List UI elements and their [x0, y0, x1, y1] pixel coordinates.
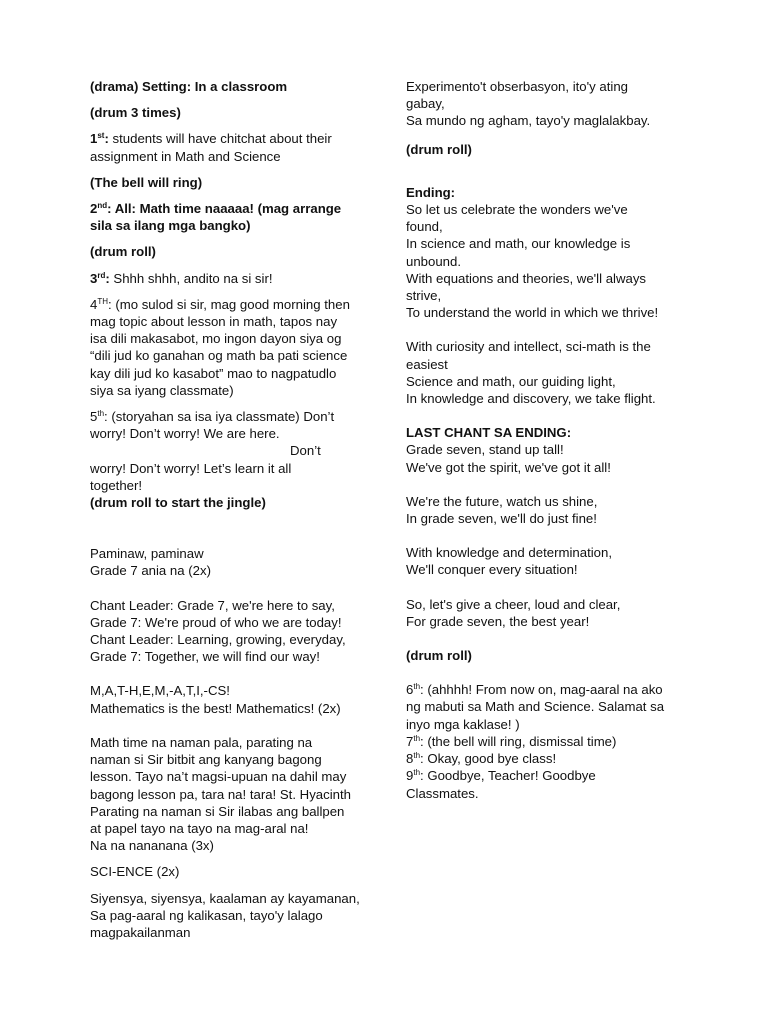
setting-line: (drama) Setting: In a classroom [90, 79, 288, 94]
step-1: 1st: students will have chitchat about their assignment in Math and Science [90, 131, 332, 164]
chant-verse: Chant Leader: Grade 7, we're here to say, Grade 7: We're proud of who we are today! Chant Leader: Learning, growing, everyday, Grade 7: Together, we will find our way! [90, 597, 346, 665]
bell-cue: (The bell will ring) [90, 174, 203, 190]
step-4: 4TH: (mo sulod si sir, mag good morning then mag topic about lesson in math, tapos nay isa dili makasabot, mo ingon dayon siya og “dili jud ko ganahan og math ba pati science kay dili jud ko kasabot” mao to nagpatudlo siya sa iyang classmate) [90, 296, 350, 398]
jingle-intro: Paminaw, paminaw Grade 7 ania na (2x) [90, 546, 211, 579]
step-5: 5th: (storyahan sa isa iya classmate) Don’t worry! Don’t worry! We are here. Don’t worry! Don’t worry! Let’s learn it all together! (drum roll to start the jingle) [90, 409, 335, 511]
drum-cue: (drum 3 times) [90, 105, 181, 121]
siyensya-verse: Siyensya, siyensya, kaalaman ay kayamanan, Sa pag-aaral ng kalikasan, tayo'y lalago magpakailanman [90, 890, 360, 940]
knowledge-verse: With knowledge and determination, We'll conquer every situation! [406, 545, 612, 578]
math-time-verse: Math time na naman pala, parating na naman si Sir bitbit ang kanyang bagong lesson. Tayo na’t magsi-upuan na dahil may bagong lesson pa, tara na! tara! St. Hyacinth Parating na naman si Sir ilabas ang ballpen at papel tayo na tayo na mag-aral na! Na na nananana (3x) [90, 734, 351, 854]
step-2: 2nd: All: Math time naaaaa! (mag arrange sila sa ilang mga bangko) [90, 201, 342, 234]
curiosity-verse: With curiosity and intellect, sci-math is the easiest Science and math, our guiding light, In knowledge and discovery, we take flight. [406, 339, 656, 407]
math-spell-verse: M,A,T-H,E,M,-A,T,I,-CS! Mathematics is the best! Mathematics! (2x) [90, 683, 341, 716]
drum-roll-cue: (drum roll) [90, 244, 156, 260]
step-3: 3rd: Shhh shhh, andito na si sir! [90, 270, 273, 286]
right-column [406, 78, 686, 811]
ending-verse: Ending: So let us celebrate the wonders we've found, In science and math, our knowledge is unbound. With equations and theories, we'll always strive, To understand the world in which we thrive! [406, 184, 659, 321]
last-chant: LAST CHANT SA ENDING: Grade seven, stand up tall! We've got the spirit, we've got it all! [406, 425, 611, 475]
experiment-verse: Experimento't obserbasyon, ito'y ating gabay, Sa mundo ng agham, tayo'y maglalakbay. [406, 79, 651, 129]
drum-roll-cue-3: (drum roll) [406, 648, 472, 664]
left-column [90, 78, 370, 950]
cheer-verse: So, let's give a cheer, loud and clear, For grade seven, the best year! [406, 596, 621, 629]
science-chant: SCI-ENCE (2x) [90, 864, 180, 880]
future-verse: We're the future, watch us shine, In grade seven, we'll do just fine! [406, 493, 598, 527]
drum-roll-cue-2: (drum roll) [406, 141, 472, 157]
closing-steps: 6th: (ahhhh! From now on, mag-aaral na ako ng mabuti sa Math and Science. Salamat sa inyo mga kaklase! ) 7th: (the bell will ring, dismissal time) 8th: Okay, good bye class! 9th: Goodbye, Teacher! Goodbye Classmates. [406, 682, 665, 801]
